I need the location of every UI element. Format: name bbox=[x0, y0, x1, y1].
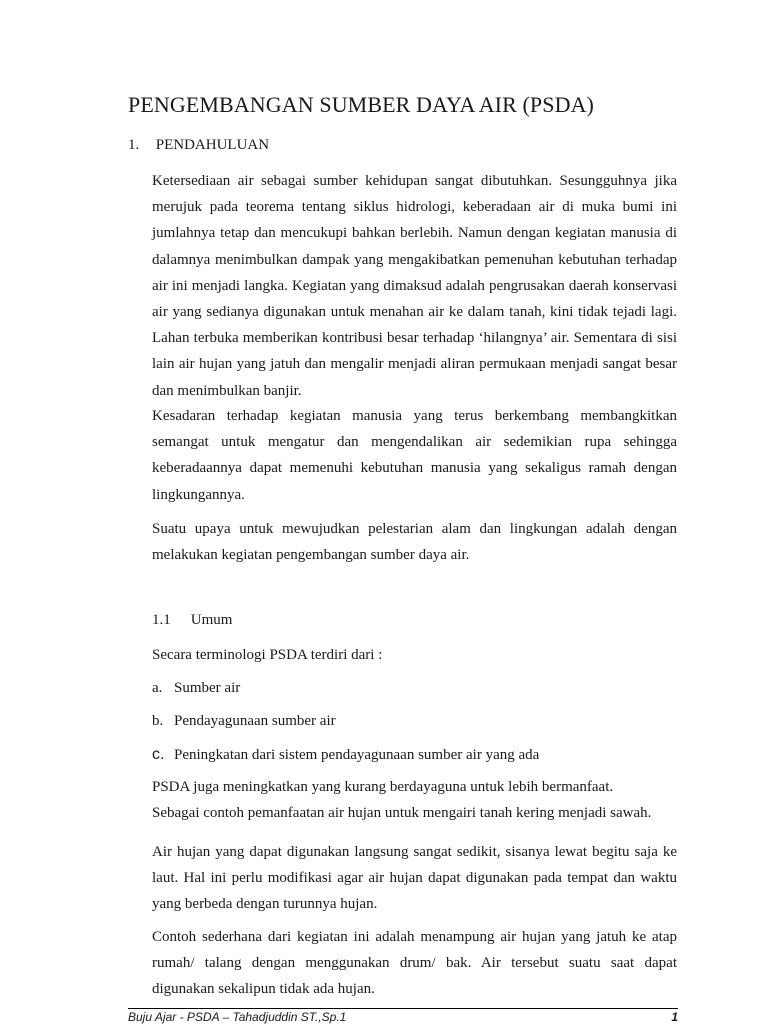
page-number: 1 bbox=[671, 1010, 678, 1024]
list-marker: c. bbox=[152, 746, 165, 763]
sentence-line: PSDA juga meningkatkan yang kurang berdayaguna untuk lebih bermanfaat. bbox=[152, 779, 614, 795]
paragraph-text: Contoh sederhana dari kegiatan ini adalah menampung air hujan yang jatuh ke atap rumah/ talang dengan menggunakan drum/ bak. Air tersebut suatu saat dapat digunakan sekalipun tidak ada hujan. bbox=[152, 929, 677, 998]
paragraph-rainwater bbox=[152, 839, 677, 918]
footer-text: Buju Ajar - PSDA – Tahadjuddin ST.,Sp.1 bbox=[128, 1010, 347, 1024]
list-item-text: Peningkatan dari sistem pendayagunaan sumber air yang ada bbox=[174, 747, 540, 763]
paragraph-awareness bbox=[152, 403, 677, 508]
subsection-title: Umum bbox=[190, 612, 233, 628]
paragraph-text: Ketersediaan air sebagai sumber kehidupan sangat dibutuhkan. Sesungguhnya jika merujuk pada teorema tentang siklus hidrologi, keberadaan air di muka bumi ini jumlahnya tetap dan mencukupi bahkan berlebih. Namun dengan kegiatan manusia di dalamnya menimbulkan dampak yang mengakibatkan pemenuhan kebutuhan terhadap air ini menjadi langka. Kegiatan yang dimaksud adalah pengrusakan daerah konservasi air yang sedianya digunakan untuk menahan air ke dalam tanah, kini tidak tejadi lagi. Lahan terbuka memberikan kontribusi besar terhadap ‘hilangnya’ air. Sementara di sisi lain air hujan yang jatuh dan mengalir menjadi aliran permukaan menjadi sangat besar dan menimbulkan banjir. bbox=[152, 173, 677, 399]
list-marker: b. bbox=[152, 713, 164, 729]
list-marker: a. bbox=[152, 680, 163, 696]
page-footer bbox=[128, 1008, 678, 1024]
terminology-intro: Secara terminologi PSDA terdiri dari : bbox=[152, 647, 383, 663]
subsection-number: 1.1 bbox=[152, 612, 171, 628]
paragraph-example bbox=[152, 924, 677, 1003]
subsection-heading bbox=[152, 612, 232, 629]
document-title: PENGEMBANGAN SUMBER DAYA AIR (PSDA) bbox=[128, 92, 594, 117]
list-item-text: Sumber air bbox=[174, 680, 241, 696]
paragraph-text: Suatu upaya untuk mewujudkan pelestarian alam dan lingkungan adalah dengan melakukan kegiatan pengembangan sumber daya air. bbox=[152, 521, 677, 564]
paragraph-text: Air hujan yang dapat digunakan langsung sangat sedikit, sisanya lewat begitu saja ke laut. Hal ini perlu modifikasi agar air hujan dapat digunakan pada tempat dan waktu yang berbeda dengan turunnya hujan. bbox=[152, 844, 677, 913]
section-heading bbox=[128, 137, 269, 154]
sentence-line: Sebagai contoh pemanfaatan air hujan untuk mengairi tanah kering menjadi sawah. bbox=[152, 805, 652, 821]
paragraph-text: Kesadaran terhadap kegiatan manusia yang terus berkembang membangkitkan semangat untuk mengatur dan mengendalikan air sedemikian rupa sehingga keberadaannya dapat memenuhi kebutuhan manusia yang sekaligus ramah dengan lingkungannya. bbox=[152, 408, 677, 503]
paragraph-intro bbox=[152, 168, 677, 404]
list-item-text: Pendayagunaan sumber air bbox=[174, 713, 336, 729]
paragraph-effort bbox=[152, 516, 677, 568]
section-number: 1. bbox=[128, 137, 140, 153]
list-item bbox=[152, 680, 240, 697]
list-item bbox=[152, 746, 539, 764]
section-title: PENDAHULUAN bbox=[155, 137, 270, 153]
list-item bbox=[152, 713, 336, 730]
